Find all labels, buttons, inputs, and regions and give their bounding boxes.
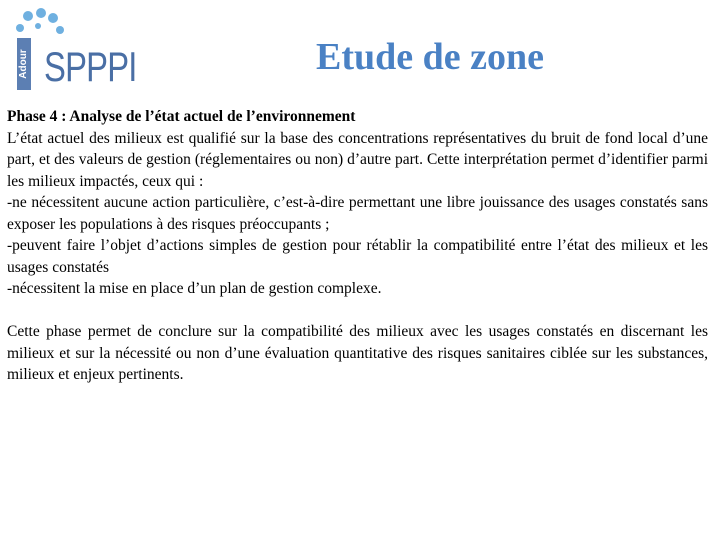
list-item: -peuvent faire l’objet d’actions simples de gestion pour rétablir la compatibilité entre l’état des milieux et les usages constatés: [7, 237, 708, 276]
spppi-logo: [8, 6, 137, 90]
intro-paragraph: L’état actuel des milieux est qualifié sur la base des concentrations représentatives du bruit de fond local d’une part, et des valeurs de gestion (réglementaires ou non) d’autre part. Cette interprétation permet d’identifier parmi les milieux impactés, ceux qui :: [7, 129, 708, 190]
logo-brand-text: SPPPI: [44, 43, 137, 90]
conclusion-paragraph: Cette phase permet de conclure sur la compatibilité des milieux avec les usages constatés en discernant les milieux et sur la nécessité ou non d’une évaluation quantitative des risques sanitaires ciblée sur les substances, milieux et enjeux pertinents.: [7, 323, 708, 383]
list-item: -ne nécessitent aucune action particulière, c’est-à-dire permettant une libre jouissance des usages constatés sans exposer les populations à des risques préoccupants ;: [7, 194, 708, 233]
page-title: Etude de zone: [316, 36, 544, 78]
list-item: -nécessitent la mise en place d’un plan de gestion complexe.: [7, 280, 382, 297]
document-body: [7, 106, 708, 386]
phase-heading: Phase 4 : Analyse de l’état actuel de l’environnement: [7, 108, 356, 125]
logo-region-label: Adour: [17, 38, 31, 90]
